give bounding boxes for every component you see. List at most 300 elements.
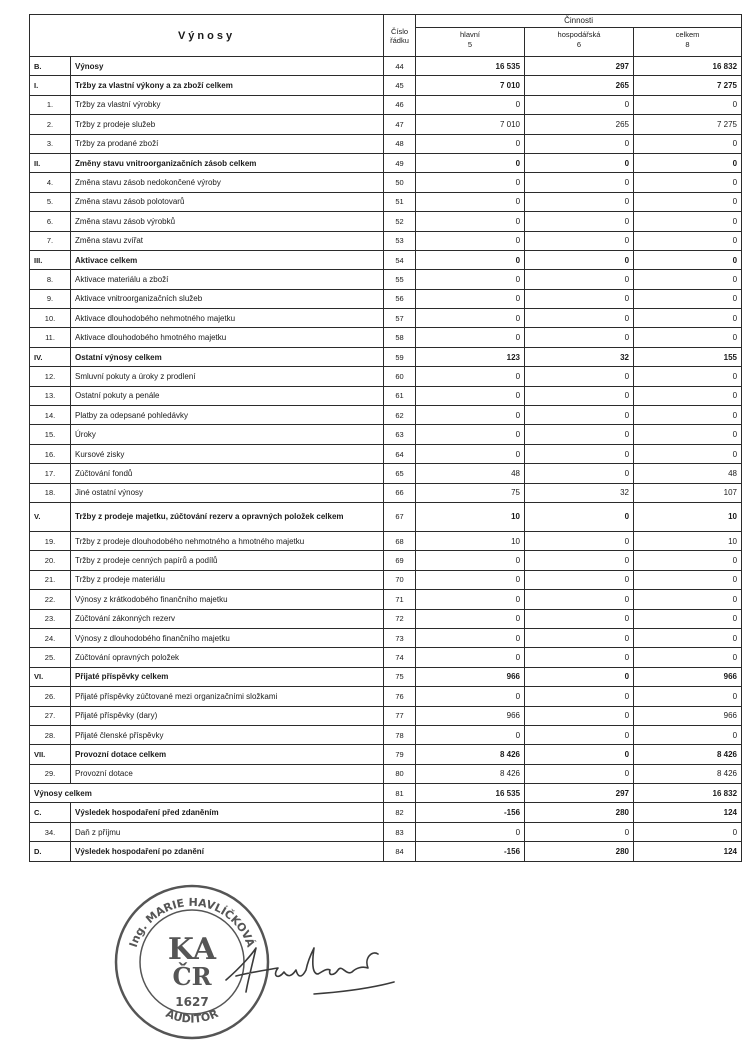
row-label: Provozní dotace [71, 764, 384, 783]
row-line-number: 66 [384, 483, 416, 502]
value-total: 0 [634, 212, 742, 231]
value-economic: 0 [525, 609, 634, 628]
row-code: 17. [30, 464, 71, 483]
value-total: 0 [634, 328, 742, 347]
row-line-number: 62 [384, 406, 416, 425]
value-economic: 0 [525, 153, 634, 172]
value-economic: 32 [525, 347, 634, 366]
row-code: 22. [30, 590, 71, 609]
column-header-total [634, 28, 742, 57]
row-code: 2. [30, 115, 71, 134]
value-economic: 297 [525, 57, 634, 76]
table-row-section [30, 784, 742, 803]
row-label: Ostatní výnosy celkem [71, 347, 384, 366]
value-total: 0 [634, 444, 742, 463]
table-row [30, 628, 742, 647]
value-total: 0 [634, 309, 742, 328]
row-label: Tržby z prodeje dlouhodobého nehmotného a hmotného majetku [71, 531, 384, 550]
value-main: 0 [416, 231, 525, 250]
row-line-number: 45 [384, 76, 416, 95]
table-row [30, 570, 742, 589]
table-row [30, 328, 742, 347]
row-line-number: 57 [384, 309, 416, 328]
table-row-section [30, 502, 742, 531]
value-economic: 280 [525, 803, 634, 822]
value-main: 0 [416, 590, 525, 609]
value-main: 8 426 [416, 764, 525, 783]
income-statement-sheet [29, 14, 741, 862]
row-line-number: 75 [384, 667, 416, 686]
row-code: 6. [30, 212, 71, 231]
table-row [30, 483, 742, 502]
value-total: 0 [634, 609, 742, 628]
table-row [30, 464, 742, 483]
row-code: B. [30, 57, 71, 76]
value-economic: 0 [525, 134, 634, 153]
row-line-number: 55 [384, 270, 416, 289]
row-code: 1. [30, 95, 71, 114]
value-economic: 0 [525, 309, 634, 328]
table-row [30, 289, 742, 308]
table-row-section [30, 347, 742, 366]
value-economic: 0 [525, 590, 634, 609]
row-code: 25. [30, 648, 71, 667]
row-line-number: 78 [384, 725, 416, 744]
table-body [30, 57, 742, 862]
activities-header: Činnosti [416, 15, 742, 28]
value-economic: 0 [525, 250, 634, 269]
table-row [30, 764, 742, 783]
value-total: 966 [634, 667, 742, 686]
row-code: 12. [30, 367, 71, 386]
table-row-section [30, 57, 742, 76]
value-main: 0 [416, 609, 525, 628]
row-label: Platby za odepsané pohledávky [71, 406, 384, 425]
value-economic: 0 [525, 464, 634, 483]
table-row [30, 531, 742, 550]
value-main: 16 535 [416, 784, 525, 803]
value-total: 0 [634, 134, 742, 153]
row-line-number: 64 [384, 444, 416, 463]
value-main: 0 [416, 309, 525, 328]
value-main: 48 [416, 464, 525, 483]
row-code: 23. [30, 609, 71, 628]
value-main: 10 [416, 502, 525, 531]
row-line-number: 47 [384, 115, 416, 134]
row-label: Změny stavu vnitroorganizačních zásob celkem [71, 153, 384, 172]
table-row [30, 687, 742, 706]
value-total: 124 [634, 803, 742, 822]
value-main: 0 [416, 212, 525, 231]
value-total: 0 [634, 95, 742, 114]
value-total: 0 [634, 725, 742, 744]
table-row [30, 173, 742, 192]
value-economic: 0 [525, 570, 634, 589]
value-main: 0 [416, 425, 525, 444]
row-label: Výsledek hospodaření po zdanění [71, 842, 384, 861]
value-economic: 0 [525, 173, 634, 192]
column-header-total-num: 8 [685, 40, 690, 49]
row-line-number: 69 [384, 551, 416, 570]
row-code: V. [30, 502, 71, 531]
value-main: 0 [416, 406, 525, 425]
table-row-section [30, 250, 742, 269]
stamp-role-path: AUDITOR [163, 1006, 221, 1026]
row-code: 11. [30, 328, 71, 347]
value-total: 48 [634, 464, 742, 483]
row-label: Daň z příjmu [71, 822, 384, 841]
row-code: 13. [30, 386, 71, 405]
row-line-number: 71 [384, 590, 416, 609]
value-total: 16 832 [634, 784, 742, 803]
value-economic: 32 [525, 483, 634, 502]
stamp-number: 1627 [175, 995, 209, 1009]
row-line-number: 60 [384, 367, 416, 386]
row-code: 3. [30, 134, 71, 153]
value-total: 124 [634, 842, 742, 861]
row-line-number: 79 [384, 745, 416, 764]
value-main: 0 [416, 289, 525, 308]
table-row [30, 309, 742, 328]
row-code: 4. [30, 173, 71, 192]
table-title: Výnosy [30, 15, 384, 57]
table-row [30, 231, 742, 250]
value-main: 0 [416, 367, 525, 386]
row-code: 9. [30, 289, 71, 308]
row-label: Přijaté členské příspěvky [71, 725, 384, 744]
value-total: 0 [634, 173, 742, 192]
row-label: Aktivace dlouhodobého hmotného majetku [71, 328, 384, 347]
row-code: VI. [30, 667, 71, 686]
row-label: Výnosy celkem [30, 784, 384, 803]
table-row-section [30, 76, 742, 95]
value-main: 0 [416, 444, 525, 463]
revenue-table [29, 14, 742, 862]
table-row [30, 212, 742, 231]
row-label: Aktivace materiálu a zboží [71, 270, 384, 289]
row-line-number: 81 [384, 784, 416, 803]
row-label: Výsledek hospodaření před zdaněním [71, 803, 384, 822]
table-row [30, 406, 742, 425]
row-line-number: 82 [384, 803, 416, 822]
row-label: Ostatní pokuty a penále [71, 386, 384, 405]
value-main: 0 [416, 328, 525, 347]
table-row [30, 270, 742, 289]
row-label: Tržby za prodané zboží [71, 134, 384, 153]
value-economic: 0 [525, 367, 634, 386]
value-economic: 0 [525, 425, 634, 444]
row-label: Zúčtování fondů [71, 464, 384, 483]
value-main: 0 [416, 134, 525, 153]
column-header-main [416, 28, 525, 57]
stamp-role [164, 1007, 221, 1026]
value-main: -156 [416, 842, 525, 861]
row-line-number: 76 [384, 687, 416, 706]
value-total: 0 [634, 628, 742, 647]
value-economic: 297 [525, 784, 634, 803]
row-line-number: 54 [384, 250, 416, 269]
table-header [30, 15, 742, 57]
row-label: Zúčtování opravných položek [71, 648, 384, 667]
row-line-number: 46 [384, 95, 416, 114]
row-line-number: 61 [384, 386, 416, 405]
row-line-number: 70 [384, 570, 416, 589]
value-economic: 0 [525, 667, 634, 686]
value-main: 0 [416, 628, 525, 647]
row-code: I. [30, 76, 71, 95]
value-economic: 265 [525, 76, 634, 95]
value-economic: 0 [525, 386, 634, 405]
row-code: II. [30, 153, 71, 172]
value-economic: 0 [525, 822, 634, 841]
value-main: 10 [416, 531, 525, 550]
row-code: 27. [30, 706, 71, 725]
row-label: Jiné ostatní výnosy [71, 483, 384, 502]
value-main: 966 [416, 667, 525, 686]
row-label: Změna stavu zásob výrobků [71, 212, 384, 231]
value-main: 0 [416, 687, 525, 706]
value-total: 0 [634, 822, 742, 841]
row-line-number: 63 [384, 425, 416, 444]
value-main: 0 [416, 192, 525, 211]
row-label: Zúčtování zákonných rezerv [71, 609, 384, 628]
row-label: Výnosy z dlouhodobého finančního majetku [71, 628, 384, 647]
table-row [30, 386, 742, 405]
row-label: Změna stavu zásob polotovarů [71, 192, 384, 211]
row-line-number: 80 [384, 764, 416, 783]
value-total: 0 [634, 425, 742, 444]
signature [222, 936, 397, 1006]
value-economic: 0 [525, 502, 634, 531]
row-code: 14. [30, 406, 71, 425]
row-code: 10. [30, 309, 71, 328]
row-label: Aktivace celkem [71, 250, 384, 269]
value-total: 16 832 [634, 57, 742, 76]
value-economic: 0 [525, 289, 634, 308]
value-total: 7 275 [634, 76, 742, 95]
row-line-number: 65 [384, 464, 416, 483]
value-main: 0 [416, 648, 525, 667]
line-number-header [384, 15, 416, 57]
value-total: 0 [634, 406, 742, 425]
value-economic: 0 [525, 745, 634, 764]
value-total: 0 [634, 551, 742, 570]
value-main: 0 [416, 153, 525, 172]
value-total: 0 [634, 590, 742, 609]
table-row [30, 648, 742, 667]
table-row [30, 725, 742, 744]
column-header-economic-num: 6 [576, 40, 582, 49]
row-code: III. [30, 250, 71, 269]
value-economic: 0 [525, 648, 634, 667]
row-line-number: 50 [384, 173, 416, 192]
row-code: 21. [30, 570, 71, 589]
value-main: -156 [416, 803, 525, 822]
row-code: D. [30, 842, 71, 861]
row-line-number: 44 [384, 57, 416, 76]
row-line-number: 72 [384, 609, 416, 628]
row-label: Aktivace dlouhodobého nehmotného majetku [71, 309, 384, 328]
table-row [30, 609, 742, 628]
column-header-total-label: celkem [675, 30, 700, 39]
row-code: 7. [30, 231, 71, 250]
value-main: 0 [416, 551, 525, 570]
value-total: 0 [634, 367, 742, 386]
row-code: 15. [30, 425, 71, 444]
value-economic: 0 [525, 212, 634, 231]
row-label: Aktivace vnitroorganizačních služeb [71, 289, 384, 308]
value-main: 8 426 [416, 745, 525, 764]
value-economic: 0 [525, 192, 634, 211]
value-main: 75 [416, 483, 525, 502]
row-label: Tržby z prodeje cenných papírů a podílů [71, 551, 384, 570]
table-row [30, 95, 742, 114]
signature-stroke [226, 948, 394, 994]
table-row [30, 551, 742, 570]
row-line-number: 51 [384, 192, 416, 211]
row-line-number: 58 [384, 328, 416, 347]
row-label: Tržby z prodeje materiálu [71, 570, 384, 589]
row-label: Změna stavu zásob nedokončené výroby [71, 173, 384, 192]
row-line-number: 84 [384, 842, 416, 861]
value-main: 0 [416, 173, 525, 192]
row-label: Výnosy [71, 57, 384, 76]
table-row-section [30, 153, 742, 172]
value-total: 10 [634, 502, 742, 531]
value-total: 7 275 [634, 115, 742, 134]
row-code: 8. [30, 270, 71, 289]
row-label: Přijaté příspěvky zúčtované mezi organizačními složkami [71, 687, 384, 706]
row-line-number: 56 [384, 289, 416, 308]
row-label: Provozní dotace celkem [71, 745, 384, 764]
row-code: 16. [30, 444, 71, 463]
row-label: Přijaté příspěvky celkem [71, 667, 384, 686]
value-economic: 0 [525, 531, 634, 550]
value-total: 8 426 [634, 745, 742, 764]
value-economic: 0 [525, 706, 634, 725]
table-row-section [30, 803, 742, 822]
value-main: 0 [416, 250, 525, 269]
row-label: Tržby z prodeje majetku, zúčtování rezerv a opravných položek celkem [71, 502, 384, 531]
value-main: 123 [416, 347, 525, 366]
row-label: Smluvní pokuty a úroky z prodlení [71, 367, 384, 386]
value-total: 966 [634, 706, 742, 725]
row-label: Tržby z prodeje služeb [71, 115, 384, 134]
row-code: 34. [30, 822, 71, 841]
row-line-number: 52 [384, 212, 416, 231]
row-line-number: 53 [384, 231, 416, 250]
value-economic: 0 [525, 328, 634, 347]
value-main: 0 [416, 270, 525, 289]
row-code: C. [30, 803, 71, 822]
value-main: 0 [416, 822, 525, 841]
column-header-main-num: 5 [467, 40, 473, 49]
line-number-header-line1: Číslo [390, 26, 409, 36]
row-label: Výnosy z krátkodobého finančního majetku [71, 590, 384, 609]
value-total: 0 [634, 192, 742, 211]
value-total: 0 [634, 270, 742, 289]
value-economic: 0 [525, 764, 634, 783]
table-row [30, 367, 742, 386]
row-code: 5. [30, 192, 71, 211]
value-economic: 0 [525, 95, 634, 114]
value-economic: 280 [525, 842, 634, 861]
row-code: 28. [30, 725, 71, 744]
value-main: 0 [416, 725, 525, 744]
row-label: Přijaté příspěvky (dary) [71, 706, 384, 725]
value-main: 7 010 [416, 76, 525, 95]
table-row [30, 706, 742, 725]
value-total: 8 426 [634, 764, 742, 783]
row-label: Kursové zisky [71, 444, 384, 463]
row-code: IV. [30, 347, 71, 366]
value-main: 7 010 [416, 115, 525, 134]
table-row-section [30, 667, 742, 686]
value-total: 0 [634, 153, 742, 172]
row-line-number: 68 [384, 531, 416, 550]
value-total: 0 [634, 570, 742, 589]
value-total: 0 [634, 687, 742, 706]
column-header-economic [525, 28, 634, 57]
row-code: 20. [30, 551, 71, 570]
row-line-number: 77 [384, 706, 416, 725]
row-label: Tržby za vlastní výkony a za zboží celkem [71, 76, 384, 95]
value-total: 10 [634, 531, 742, 550]
row-code: 26. [30, 687, 71, 706]
column-header-main-label: hlavní [460, 30, 481, 39]
row-line-number: 49 [384, 153, 416, 172]
table-row-section [30, 745, 742, 764]
value-economic: 0 [525, 725, 634, 744]
table-row [30, 425, 742, 444]
row-line-number: 48 [384, 134, 416, 153]
value-economic: 0 [525, 444, 634, 463]
table-row [30, 192, 742, 211]
row-label: Tržby za vlastní výrobky [71, 95, 384, 114]
value-total: 0 [634, 250, 742, 269]
stamp-initials-top: KA [167, 932, 217, 967]
stamp-initials-bottom: ČR [172, 962, 212, 991]
value-main: 0 [416, 386, 525, 405]
row-line-number: 83 [384, 822, 416, 841]
row-code: VII. [30, 745, 71, 764]
row-label: Změna stavu zvířat [71, 231, 384, 250]
row-line-number: 74 [384, 648, 416, 667]
row-line-number: 67 [384, 502, 416, 531]
value-total: 0 [634, 231, 742, 250]
value-economic: 0 [525, 270, 634, 289]
table-row-section [30, 842, 742, 861]
table-row [30, 444, 742, 463]
row-code: 29. [30, 764, 71, 783]
value-main: 0 [416, 570, 525, 589]
value-total: 155 [634, 347, 742, 366]
row-code: 18. [30, 483, 71, 502]
value-economic: 0 [525, 406, 634, 425]
row-code: 19. [30, 531, 71, 550]
value-economic: 0 [525, 687, 634, 706]
row-line-number: 59 [384, 347, 416, 366]
value-economic: 0 [525, 628, 634, 647]
row-line-number: 73 [384, 628, 416, 647]
value-economic: 265 [525, 115, 634, 134]
value-total: 0 [634, 386, 742, 405]
table-row [30, 134, 742, 153]
value-economic: 0 [525, 231, 634, 250]
value-economic: 0 [525, 551, 634, 570]
stamp-name-path: Ing. MARIE HAVLÍČKOVÁ [126, 895, 258, 949]
value-total: 0 [634, 289, 742, 308]
